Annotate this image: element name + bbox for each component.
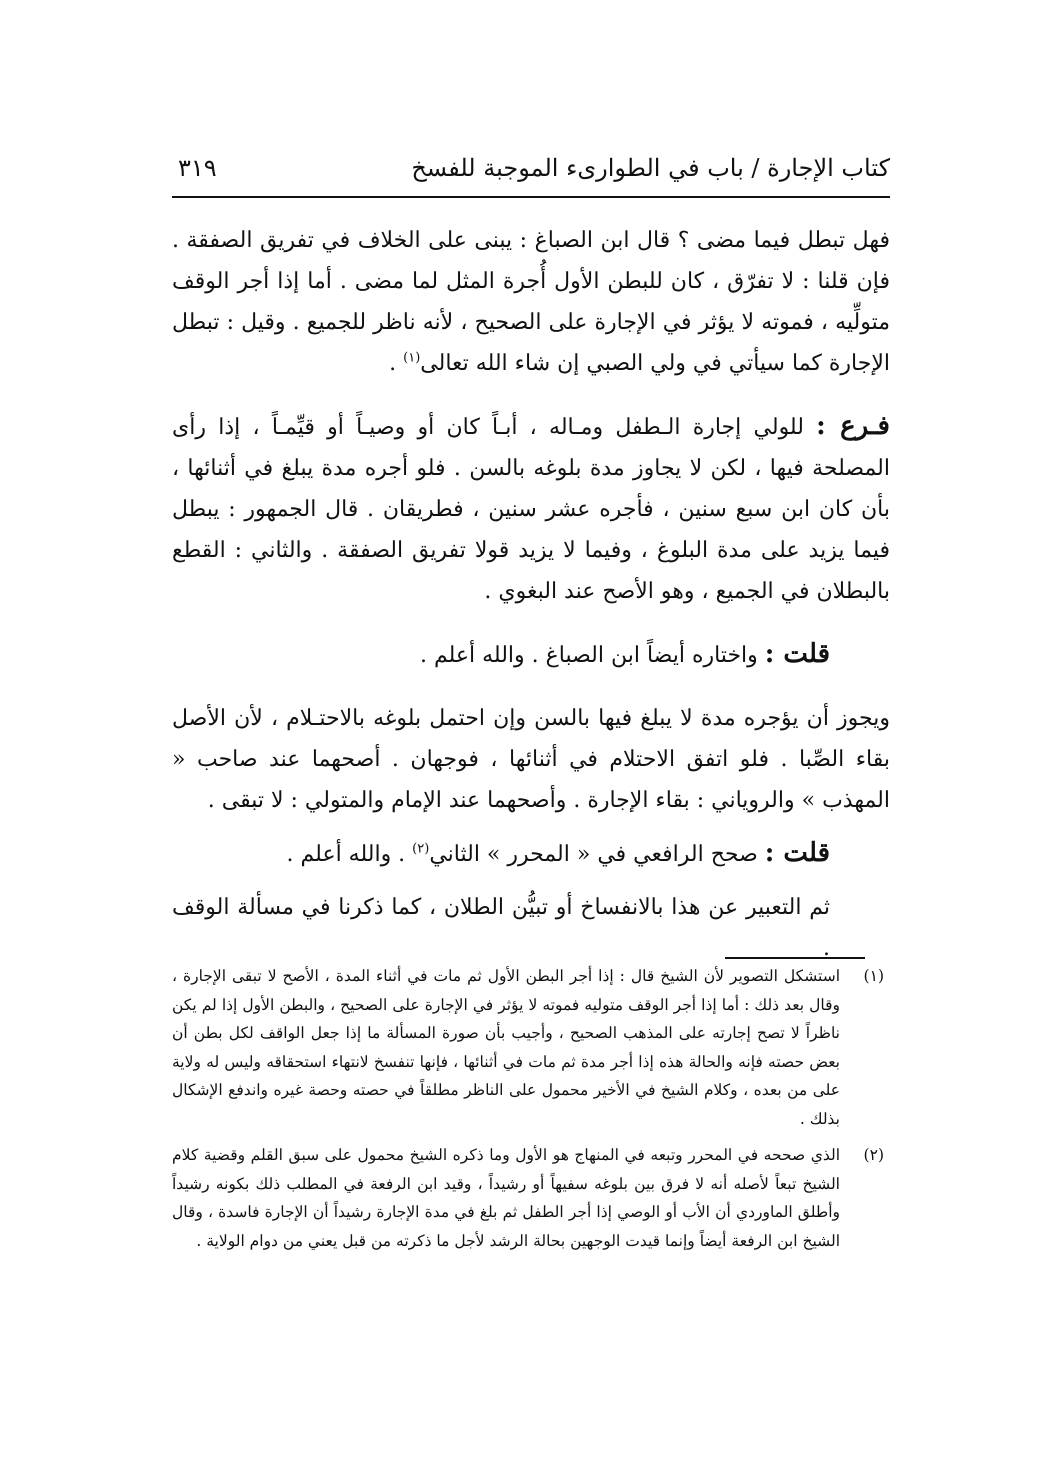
paragraph-6-text: ثم التعبير عن هذا بالانفساخ أو تبيُّن الطلان ، كما ذكرنا في مسألة الوقف . bbox=[172, 895, 830, 961]
paragraph-branch-text: للولي إجارة الـطفل ومـاله ، أبـاً كان أو وصيـاً أو قيِّمـاً ، إذا رأى المصلحة فيها ، لكن لا يجاوز مدة بلوغه بالسن . فلو أجره مدة يبلغ في أثنائها ، بأن كان ابن سبع سنين ، فأجره عشر سنين ، فطريقان . قال الجمهور : يبطل فيما يزيد على مدة البلوغ ، وفيما لا يزيد قولا تفريق الصفقة . والثاني : القطع بالبطلان في الجميع ، وهو الأصح عند البغوي . bbox=[172, 415, 890, 604]
footnote-1-text: استشكل التصوير لأن الشيخ قال : إذا أجر البطن الأول ثم مات في أثناء المدة ، الأصح لا تبقى الإجارة ، وقال بعد ذلك : أما إذا أجر الوقف متوليه فموته لا يؤثر في الإجارة على الصحيح ، والبطن الأول إذا لم يكن ناظراً لا تصح إجارته على المذهب الصحيح ، وأجيب بأن صورة المسألة ما إذا جعل الواقف لكل بطن أن بعض حصته فإنه والحالة هذه إذا أجر مدة ثم مات في أثنائها ، فإنها تنفسخ لانتهاء استحقاقه وليس له ولاية على من بعده ، وكلام الشيخ في الأخير محمول على الناظر مطلقاً في حصته وحصة غيره واندفع الإشكال بذلك . bbox=[172, 967, 840, 1128]
running-header bbox=[172, 150, 890, 194]
paragraph-1-text: فهل تبطل فيما مضى ؟ قال ابن الصباغ : يبنى على الخلاف في تفريق الصفقة . فإن قلنا : لا تفرّق ، كان للبطن الأول أُجرة المثل لما مضى . أما إذا أجر الوقف متولِّيه ، فموته لا يؤثر في الإجارة على الصحيح ، لأنه ناظر للجميع . وقيل : تبطل الإجارة كما سيأتي في ولي الصبي إن شاء الله تعالى bbox=[172, 228, 890, 376]
footnotes bbox=[172, 962, 884, 1263]
footnote-2-text: الذي صححه في المحرر وتبعه في المنهاج هو الأول وما ذكره الشيخ محمول على سبق القلم وقضية كلام الشيخ تبعاً لأصله أنه لا فرق بين بلوغه سفيهاً أو رشيداً ، وقيد ابن الرفعة في المطلب ذلك بكونه رشيداً وأطلق الماوردي أن الأب أو الوصي إذا أجر الطفل ثم بلغ في مدة الإجارة رشيداً أن الإجارة فاسدة ، وقال الشيخ ابن الرفعة أيضاً وإنما قيدت الوجهين بحالة الرشد لأجل ما ذكرته من قبل يعني من دوام الولاية . bbox=[172, 1146, 840, 1250]
paragraph-note-2-end: . والله أعلم . bbox=[286, 842, 413, 867]
paragraph-note-2-text: صحح الرافعي في « المحرر » الثاني bbox=[429, 842, 765, 867]
paragraph-1 bbox=[172, 220, 890, 384]
paragraph-note-2 bbox=[172, 833, 890, 875]
paragraph-branch bbox=[172, 406, 890, 612]
footnote-2 bbox=[172, 1141, 884, 1255]
footnote-ref-1[interactable]: (١) bbox=[403, 350, 421, 366]
paragraph-1-end: . bbox=[389, 351, 404, 376]
footnote-1-number: (١) bbox=[863, 967, 884, 985]
footnote-divider bbox=[725, 957, 865, 959]
note-label-2: قلت : bbox=[764, 838, 830, 868]
paragraph-note-1 bbox=[172, 634, 890, 676]
main-text bbox=[172, 220, 890, 991]
paragraph-4-text: ويجوز أن يؤجره مدة لا يبلغ فيها بالسن وإن احتمل بلوغه بالاحتـلام ، لأن الأصل بقاء الصِّبا . فلو اتفق الاحتلام في أثنائها ، فوجهان . أصحهما عند صاحب « المهذب » والروياني : بقاء الإجارة . وأصحهما عند الإمام والمتولي : لا تبقى . bbox=[172, 706, 891, 813]
note-label-1: قلت : bbox=[764, 639, 830, 669]
footnote-ref-2[interactable]: (٢) bbox=[412, 841, 430, 857]
paragraph-note-1-text: واختاره أيضاً ابن الصباغ . والله أعلم . bbox=[419, 643, 765, 668]
page-number: ٣١٩ bbox=[178, 154, 217, 182]
branch-label: فـرع : bbox=[816, 411, 890, 441]
footnote-2-number: (٢) bbox=[863, 1146, 884, 1164]
footnote-1 bbox=[172, 962, 884, 1133]
header-divider bbox=[172, 196, 890, 198]
paragraph-4 bbox=[172, 698, 890, 821]
header-title: كتاب الإجارة / باب في الطوارىء الموجبة للفسخ bbox=[411, 154, 890, 182]
